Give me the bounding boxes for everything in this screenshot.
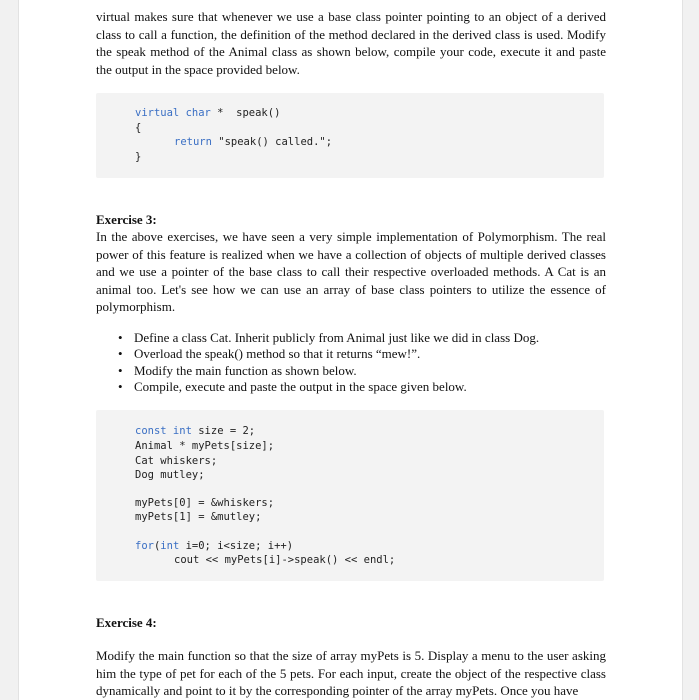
exercise-3-heading: Exercise 3: — [96, 212, 157, 227]
exercise-3-paragraph: In the above exercises, we have seen a very simple implementation of Polymorphism. The real power of this feature is realized when we have a collection of objects of multiple derived classes and we use a pointer of the base class to call their respective overloaded methods. A Cat is an animal too. Let's see how we can use an array of base class pointers to utilize the essence of polymorphism. — [96, 229, 606, 315]
code-text: * speak() — [210, 107, 281, 119]
code-keyword: virtual char — [135, 107, 211, 119]
code-keyword: const int — [135, 425, 192, 437]
exercise-4-body — [96, 647, 606, 700]
code-keyword: return — [174, 136, 212, 148]
bullet-icon: • — [118, 346, 123, 362]
bullet-icon: • — [118, 379, 123, 395]
instruction-list — [114, 330, 584, 396]
code-text: "speak() called."; — [211, 136, 333, 148]
code-line: { — [135, 122, 142, 134]
code-line: myPets[1] = &mutley; — [135, 511, 262, 523]
code-block-speak — [96, 93, 604, 178]
intro-paragraph: virtual makes sure that whenever we use a base class pointer pointing to an object of a derived class to call a function, the definition of the method declared in the derived class is used. Modify the speak method of the Animal class as shown below, compile your code, execute it and paste the output in the space provided below. — [96, 9, 606, 77]
code-keyword: for — [135, 540, 154, 552]
code-line: Cat whiskers; — [135, 455, 218, 467]
code-line: Animal * myPets[size]; — [135, 440, 275, 452]
exercise-4-heading: Exercise 4: — [96, 615, 157, 630]
code-line: myPets[0] = &whiskers; — [135, 497, 275, 509]
code-line: Dog mutley; — [135, 469, 205, 481]
intro-section — [96, 8, 606, 78]
code-text: size = 2; — [191, 425, 256, 437]
exercise-4-section — [96, 614, 606, 631]
list-item: • Overload the speak() method so that it returns “mew!”. — [118, 346, 421, 362]
code-line — [135, 424, 255, 438]
list-item: • Modify the main function as shown below. — [118, 362, 357, 378]
code-text: ( — [153, 540, 161, 552]
bullet-icon: • — [118, 330, 123, 345]
code-block-mypets — [96, 410, 604, 581]
code-line — [135, 539, 293, 553]
code-keyword: int — [160, 540, 180, 552]
list-item: • Define a class Cat. Inherit publicly from Animal just like we did in class Dog. — [118, 330, 540, 345]
list-item: • Compile, execute and paste the output in the space given below. — [118, 379, 467, 395]
exercise-4-paragraph: Modify the main function so that the size of array myPets is 5. Display a menu to the user asking him the type of pet for each of the 5 pets. For each input, create the object of the respective class dynamically and point to it by the corresponding pointer of the array myPets. Once you have — [96, 648, 606, 699]
code-text: i=0; i<size; i++) — [179, 540, 294, 552]
code-line — [135, 106, 280, 120]
code-line: cout << myPets[i]->speak() << endl; — [174, 554, 396, 566]
bullet-icon: • — [118, 362, 123, 378]
document-page — [18, 0, 683, 700]
code-line: } — [135, 151, 142, 163]
exercise-3-section — [96, 211, 606, 316]
code-line — [174, 135, 332, 149]
